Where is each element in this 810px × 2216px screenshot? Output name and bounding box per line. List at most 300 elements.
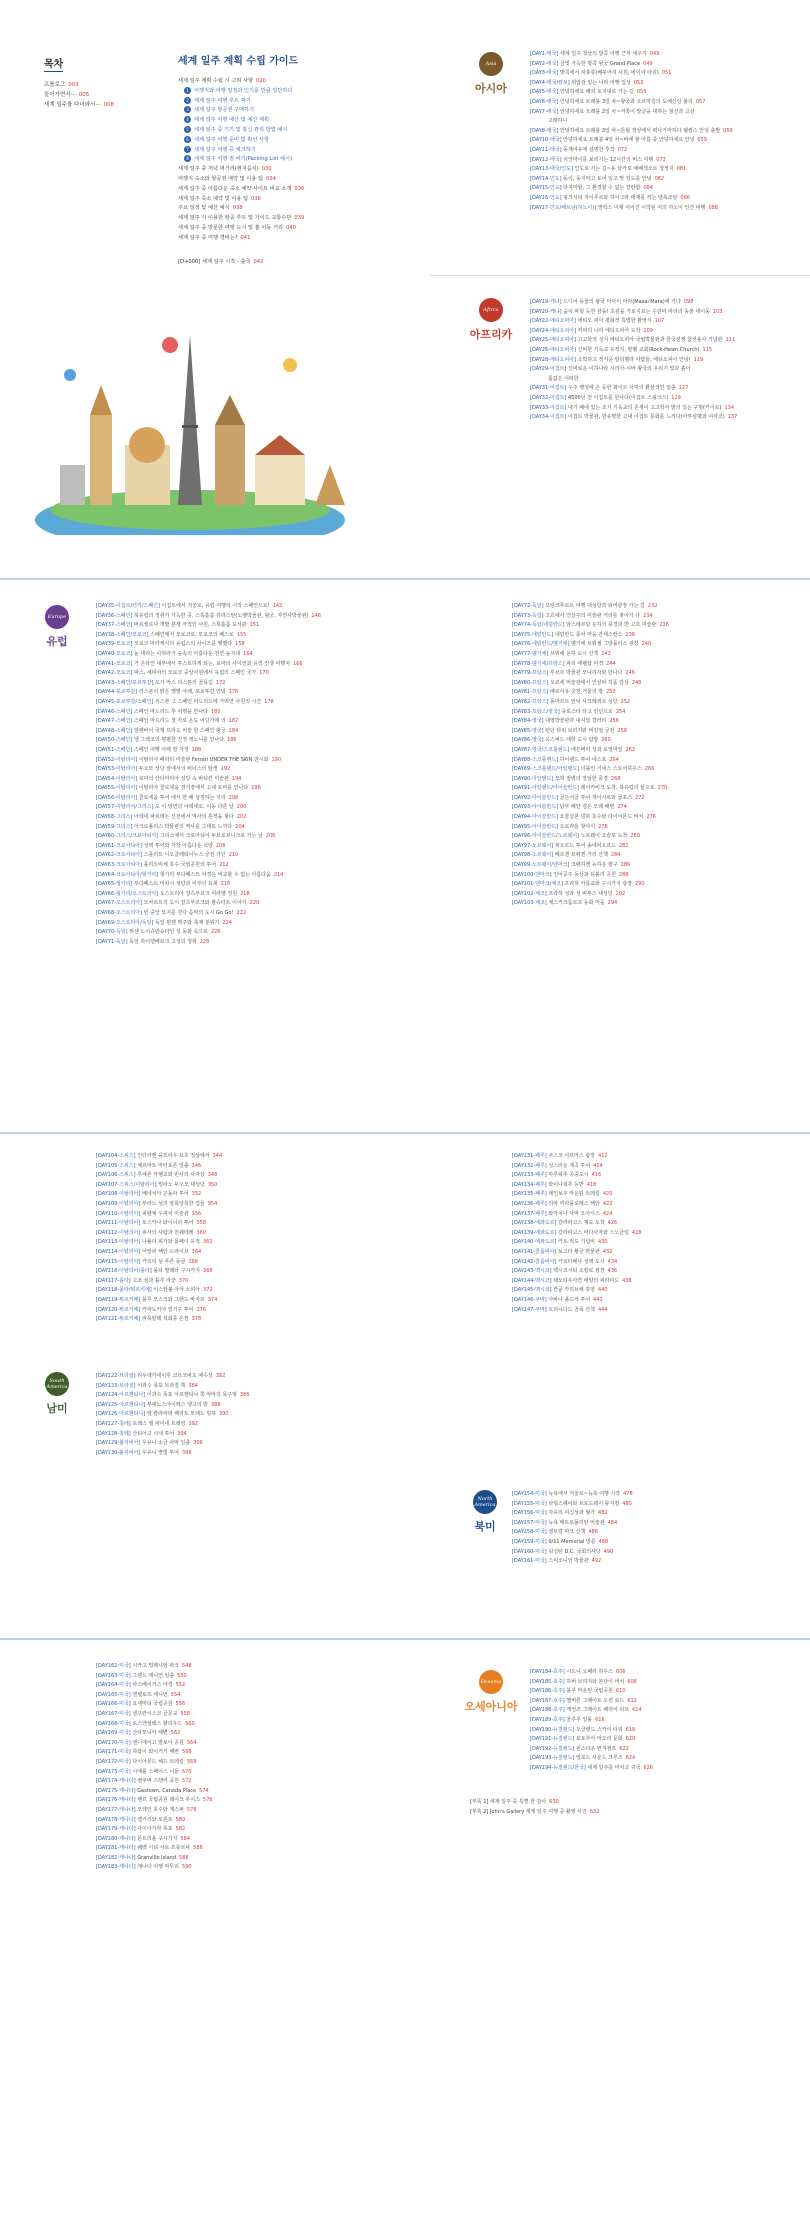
entry-title: 에티오 피아 평화적 특별한 환영식 bbox=[577, 318, 652, 325]
entry-title: 모허 절벽의 장엄한 풍경 bbox=[554, 775, 608, 782]
entry-page: 280 bbox=[630, 833, 640, 840]
entry-day: [DAY111-이탈리아] bbox=[96, 1220, 143, 1227]
toc-entry[interactable] bbox=[96, 669, 406, 679]
toc-entry[interactable] bbox=[96, 1420, 406, 1430]
guide-line[interactable] bbox=[178, 136, 428, 146]
toc-entry[interactable] bbox=[96, 775, 406, 785]
entry-title: 금빛 가득한 방콕 왕궁 Grand Place bbox=[560, 60, 641, 67]
toc-entry[interactable] bbox=[512, 1557, 802, 1567]
guide-line[interactable] bbox=[178, 258, 428, 268]
entry-page: 176 bbox=[228, 689, 239, 696]
toc-entry[interactable] bbox=[530, 327, 800, 337]
toc-entry[interactable] bbox=[530, 69, 800, 79]
guide-line[interactable] bbox=[178, 175, 428, 185]
toc-entry[interactable] bbox=[512, 708, 802, 718]
toc-entry[interactable] bbox=[530, 146, 800, 156]
entry-title: 루브르 박물관 모나리자와 만나다 bbox=[550, 670, 623, 677]
toc-entry[interactable] bbox=[96, 631, 406, 641]
toc-entry[interactable] bbox=[96, 746, 406, 756]
toc-entry[interactable] bbox=[96, 842, 406, 852]
guide-line[interactable] bbox=[178, 185, 428, 195]
toc-entry[interactable] bbox=[96, 919, 406, 929]
entry-page: 548 bbox=[182, 1663, 192, 1669]
toc-entry[interactable] bbox=[512, 650, 802, 660]
entry-day: [DAY172-미국] bbox=[96, 1758, 133, 1765]
toc-entry[interactable] bbox=[512, 1306, 802, 1316]
entry-day: [DAY43-스페인/포르투갈] bbox=[96, 679, 156, 686]
toc-entry[interactable] bbox=[96, 823, 406, 833]
toc-entry[interactable] bbox=[512, 1248, 802, 1258]
entry-day: [DAY95-아이슬란드] bbox=[512, 823, 560, 830]
toc-entry[interactable] bbox=[512, 1171, 802, 1181]
toc-entry[interactable] bbox=[96, 1171, 406, 1181]
toc-entry[interactable] bbox=[96, 1219, 406, 1229]
entry-day: [DAY58-그리스] bbox=[96, 814, 134, 821]
toc-entry[interactable] bbox=[96, 1181, 406, 1191]
toc-entry[interactable] bbox=[96, 650, 406, 660]
toc-entry[interactable] bbox=[512, 1181, 802, 1191]
entry-title: 플리트비체 호수 국립공원의 투어 bbox=[143, 862, 217, 869]
entry-title: [부록 1] 세계 일주 중 특별 한 감사 bbox=[470, 1799, 547, 1805]
entry-day: [DAY3-태국] bbox=[530, 70, 560, 77]
toc-entry[interactable] bbox=[96, 765, 406, 775]
toc-entry[interactable] bbox=[512, 1528, 802, 1538]
toc-entry[interactable] bbox=[512, 890, 802, 900]
toc-entry[interactable] bbox=[530, 1678, 800, 1688]
toc-entry[interactable] bbox=[512, 1519, 802, 1529]
toc-entry[interactable] bbox=[530, 336, 800, 346]
toc-entry[interactable] bbox=[96, 803, 406, 813]
toc-entry[interactable] bbox=[96, 1720, 406, 1730]
toc-entry[interactable] bbox=[512, 640, 802, 650]
toc-entry[interactable] bbox=[96, 1768, 406, 1778]
entry-day: [DAY98-노르웨이] bbox=[512, 852, 555, 859]
entry-day: [DAY132-페루] bbox=[512, 1162, 549, 1169]
toc-entry[interactable] bbox=[96, 1710, 406, 1720]
toc-entry[interactable] bbox=[512, 1277, 802, 1287]
toc-entry[interactable] bbox=[512, 660, 802, 670]
toc-entry[interactable] bbox=[512, 775, 802, 785]
toc-entry[interactable] bbox=[96, 784, 406, 794]
toc-entry[interactable] bbox=[96, 660, 406, 670]
toc-entry[interactable] bbox=[96, 612, 406, 622]
toc-entry[interactable] bbox=[96, 1190, 406, 1200]
toc-entry[interactable] bbox=[530, 60, 800, 70]
toc-entry[interactable] bbox=[96, 871, 406, 881]
guide-line[interactable] bbox=[178, 214, 428, 224]
entry-title: 밴프 국립공원 레이크 루이스 bbox=[137, 1797, 200, 1804]
entry-title: 엘 그레코의 평범한 진정 캐노니를 만나다 bbox=[134, 737, 225, 744]
toc-entry[interactable] bbox=[530, 404, 800, 414]
toc-entry[interactable] bbox=[512, 746, 802, 756]
toc-entry[interactable] bbox=[530, 50, 800, 60]
entry-title: 숨이 막힐 듯한 감동! 초원을 가로지르는 수만마 마리의 동물 대이동 bbox=[563, 308, 710, 315]
toc-entry[interactable] bbox=[96, 1430, 406, 1440]
toc-entry[interactable] bbox=[512, 1548, 802, 1558]
toc-entry[interactable] bbox=[512, 717, 802, 727]
guide-line[interactable] bbox=[178, 106, 428, 116]
toc-entry[interactable] bbox=[96, 1806, 406, 1816]
toc-entry[interactable] bbox=[512, 823, 802, 833]
guide-line-text: 세계 일주 여행 루트 짜기 bbox=[194, 97, 251, 104]
toc-item[interactable] bbox=[44, 80, 164, 90]
entry-page: 088 bbox=[708, 204, 719, 211]
toc-entry[interactable] bbox=[96, 1315, 406, 1325]
entry-page: 226 bbox=[210, 929, 221, 936]
toc-entry[interactable] bbox=[512, 1200, 802, 1210]
toc-entry[interactable] bbox=[512, 832, 802, 842]
toc-entry[interactable] bbox=[96, 1238, 406, 1248]
entry-page: 394 bbox=[177, 1430, 187, 1437]
toc-entry[interactable] bbox=[96, 1758, 406, 1768]
toc-entry[interactable] bbox=[96, 851, 406, 861]
guide-line[interactable] bbox=[178, 116, 428, 126]
toc-entry[interactable] bbox=[96, 861, 406, 871]
toc-entry[interactable] bbox=[530, 98, 800, 108]
entry-title: 우유니 별빛 투어 bbox=[142, 1449, 180, 1456]
entry-day: [DAY183-캐나다] bbox=[96, 1864, 138, 1871]
toc-entry[interactable] bbox=[96, 1662, 406, 1672]
toc-entry[interactable] bbox=[96, 938, 406, 948]
guide-line[interactable] bbox=[178, 224, 428, 234]
toc-entry[interactable] bbox=[512, 727, 802, 737]
toc-entry[interactable] bbox=[512, 794, 802, 804]
toc-entry[interactable] bbox=[512, 765, 802, 775]
guide-line-page: 020 bbox=[256, 78, 266, 84]
toc-entry[interactable] bbox=[96, 736, 406, 746]
toc-entry[interactable] bbox=[96, 1777, 406, 1787]
toc-entry[interactable] bbox=[470, 1808, 800, 1818]
entry-title: 소박하고 정겨운 랄리벨라 사람들, 에티오피아 안녕! bbox=[577, 356, 691, 363]
toc-entry[interactable] bbox=[512, 813, 802, 823]
toc-entry[interactable] bbox=[470, 1798, 800, 1808]
entry-page: 228 bbox=[199, 938, 210, 945]
toc-entry[interactable] bbox=[96, 909, 406, 919]
toc-entry[interactable] bbox=[96, 1210, 406, 1220]
toc-entry[interactable] bbox=[530, 165, 800, 175]
entry-day: [DAY110-이탈리아] bbox=[96, 1210, 143, 1217]
toc-entry[interactable] bbox=[530, 136, 800, 146]
entry-page: 492 bbox=[591, 1558, 602, 1565]
toc-entry[interactable] bbox=[530, 413, 800, 423]
entry-day: [DAY33-이집트] bbox=[530, 404, 568, 411]
entry-title: 토스카나 와이너리 투어 bbox=[142, 1220, 194, 1227]
toc-entry[interactable] bbox=[512, 1267, 802, 1277]
toc-entry[interactable] bbox=[96, 1439, 406, 1449]
entry-title: 멕시코시티 소칼로 광장 bbox=[553, 1268, 605, 1275]
entry-title: 샌프란시스코 금문교 bbox=[132, 1710, 178, 1717]
toc-entry[interactable] bbox=[96, 1816, 406, 1826]
toc-entry[interactable] bbox=[530, 356, 800, 366]
entry-title: 안녕하세요 트래블 3일 차~톤힐 정상에서 떠나가마하다 웰컴스 안녕 출발 bbox=[560, 127, 721, 134]
guide-line[interactable] bbox=[178, 155, 428, 165]
entry-title: 독일 뮌헨 맥주와 축제 분위기 bbox=[155, 919, 220, 926]
toc-entry[interactable] bbox=[512, 612, 802, 622]
toc-entry[interactable] bbox=[96, 1401, 406, 1411]
entry-title: 뉴욕 메트로폴리탄 미술관 bbox=[548, 1519, 605, 1526]
toc-entry[interactable] bbox=[530, 1764, 800, 1774]
toc-entry[interactable] bbox=[96, 899, 406, 909]
entry-title: 이과수 폭포 아르헨티나 쪽 악마의 목구멍 bbox=[146, 1392, 237, 1399]
toc-entry[interactable] bbox=[96, 1787, 406, 1797]
toc-entry[interactable] bbox=[512, 1190, 802, 1200]
toc-entry[interactable] bbox=[512, 688, 802, 698]
toc-entry[interactable] bbox=[96, 1296, 406, 1306]
toc-entry[interactable] bbox=[96, 698, 406, 708]
entry-page: 206 bbox=[265, 833, 276, 840]
asia-label: 아시아 bbox=[475, 82, 507, 95]
toc-entry[interactable] bbox=[512, 1500, 802, 1510]
toc-entry[interactable] bbox=[512, 1162, 802, 1172]
toc-entry[interactable] bbox=[96, 1681, 406, 1691]
toc-entry[interactable] bbox=[530, 365, 800, 375]
toc-entry[interactable] bbox=[530, 1706, 800, 1716]
toc-entry[interactable] bbox=[530, 204, 800, 214]
toc-entry[interactable] bbox=[530, 1687, 800, 1697]
toc-entry[interactable] bbox=[530, 108, 800, 118]
entry-title: 피사의 사탑과 친퀘테레 bbox=[142, 1229, 194, 1236]
toc-entry[interactable] bbox=[96, 1152, 406, 1162]
toc-entry[interactable] bbox=[96, 1286, 406, 1296]
toc-entry[interactable] bbox=[512, 861, 802, 871]
toc-entry[interactable] bbox=[530, 175, 800, 185]
entry-title: 프랑크푸르트 여행 대성당과 뢰머광장 가는 길 bbox=[545, 603, 645, 609]
toc-entry[interactable] bbox=[512, 1490, 802, 1500]
toc-entry[interactable] bbox=[530, 308, 800, 318]
toc-entry[interactable] bbox=[530, 346, 800, 356]
entry-page: 362 bbox=[202, 1239, 213, 1246]
toc-entry[interactable] bbox=[96, 1258, 406, 1268]
entry-title: 인도로 가는 길~동 닥카로 예배객소트 청정지 bbox=[574, 166, 674, 173]
toc-entry[interactable] bbox=[96, 1700, 406, 1710]
guide-line[interactable] bbox=[178, 87, 428, 97]
toc-entry[interactable] bbox=[96, 794, 406, 804]
toc-entry[interactable] bbox=[96, 1229, 406, 1239]
entry-page: 624 bbox=[625, 1755, 636, 1762]
guide-line[interactable] bbox=[178, 77, 428, 87]
guide-line-page: 036 bbox=[294, 185, 305, 192]
toc-entry[interactable] bbox=[512, 1509, 802, 1519]
toc-entry[interactable] bbox=[96, 717, 406, 727]
toc-entry[interactable] bbox=[96, 832, 406, 842]
toc-entry[interactable] bbox=[96, 1391, 406, 1401]
toc-entry[interactable] bbox=[512, 698, 802, 708]
toc-entry[interactable] bbox=[96, 1748, 406, 1758]
toc-entry[interactable] bbox=[512, 1152, 802, 1162]
toc-entry[interactable] bbox=[530, 1668, 800, 1678]
entry-page: 572 bbox=[182, 1778, 192, 1785]
toc-entry[interactable] bbox=[512, 1296, 802, 1306]
entry-page: 242 bbox=[601, 650, 611, 657]
toc-entry[interactable] bbox=[530, 1716, 800, 1726]
entry-title: 오스트리아 잘츠부르크 미라벨 정원 bbox=[159, 890, 238, 897]
toc-entry[interactable] bbox=[530, 156, 800, 166]
toc-entry[interactable] bbox=[530, 394, 800, 404]
toc-entry[interactable] bbox=[96, 1277, 406, 1287]
entry-page: 346 bbox=[191, 1162, 202, 1169]
entry-page: 210 bbox=[228, 852, 239, 859]
entry-day: [DAY176-캐나다] bbox=[96, 1797, 138, 1804]
entry-title: 리스본의 밝은 햇볕 아래, 포르투갈 안녕 bbox=[138, 689, 226, 696]
toc-entry[interactable] bbox=[96, 1382, 406, 1392]
entry-title: 옥스퍼드 대학 도시 탐방 bbox=[545, 737, 599, 744]
toc-entry[interactable] bbox=[512, 880, 802, 890]
entry-title: 그랜드 캐니언 일출 bbox=[132, 1672, 175, 1679]
entry-page: 426 bbox=[607, 1220, 618, 1227]
toc-entry[interactable] bbox=[96, 1796, 406, 1806]
toc-entry[interactable] bbox=[96, 1691, 406, 1701]
toc-entry[interactable] bbox=[96, 1863, 406, 1873]
entry-page: 222 bbox=[236, 910, 247, 916]
toc-entry[interactable] bbox=[512, 871, 802, 881]
toc-entry[interactable] bbox=[96, 602, 406, 612]
entry-page: 416 bbox=[591, 1172, 602, 1179]
entry-title: 모레인 호수와 재스퍼 bbox=[137, 1806, 184, 1813]
entry-page: 254 bbox=[615, 708, 626, 715]
entry-title: 하버 브리지와 본다이 비치 bbox=[566, 1678, 625, 1685]
entry-page: 632 bbox=[589, 1808, 600, 1815]
entry-day: [DAY62-크로아티아] bbox=[96, 852, 144, 859]
toc-entry[interactable] bbox=[96, 1672, 406, 1682]
toc-entry[interactable] bbox=[96, 1162, 406, 1172]
toc-entry[interactable] bbox=[512, 1286, 802, 1296]
toc-entry[interactable] bbox=[96, 813, 406, 823]
toc-entry[interactable] bbox=[96, 727, 406, 737]
entry-title: 시애틀 스페이스 니들 bbox=[132, 1768, 180, 1775]
entry-page: 111 bbox=[725, 337, 735, 344]
toc-entry[interactable] bbox=[96, 1844, 406, 1854]
entry-page: 442 bbox=[593, 1296, 603, 1303]
entry-page: 550 bbox=[177, 1672, 187, 1679]
toc-entry[interactable] bbox=[530, 317, 800, 327]
entry-page: 272 bbox=[635, 794, 645, 801]
entry-page: 566 bbox=[182, 1749, 192, 1756]
toc-entry[interactable] bbox=[530, 184, 800, 194]
toc-entry[interactable] bbox=[96, 1729, 406, 1739]
toc-entry[interactable] bbox=[96, 1449, 406, 1459]
entry-day: [DAY90-아일랜드] bbox=[512, 775, 555, 782]
toc-entry[interactable] bbox=[530, 88, 800, 98]
toc-entry[interactable] bbox=[96, 679, 406, 689]
toc-entry[interactable] bbox=[96, 708, 406, 718]
toc-entry[interactable] bbox=[512, 631, 802, 641]
toc-entry[interactable] bbox=[530, 1697, 800, 1707]
entry-title: 스페인에서 모로코로, 모로코의 페스로 bbox=[150, 631, 234, 638]
entry-title: 앤텔로프 캐니언 bbox=[132, 1691, 168, 1698]
guide-line[interactable] bbox=[178, 165, 428, 175]
entry-page: 224 bbox=[222, 919, 232, 926]
asia-badge-icon: Asia bbox=[479, 52, 503, 76]
toc-entry[interactable] bbox=[512, 1538, 802, 1548]
toc-entry[interactable] bbox=[96, 688, 406, 698]
entry-day: [DAY159-미국] bbox=[512, 1538, 549, 1545]
entry-title: 브뤼헤 운하 도시 산책 bbox=[550, 650, 599, 657]
toc-entry[interactable] bbox=[96, 880, 406, 890]
entry-day: [DAY123-브라질] bbox=[96, 1382, 138, 1389]
entry-title: 자유의 여신상과 월가 bbox=[548, 1510, 596, 1517]
entry-day: [DAY175-캐나다] bbox=[96, 1787, 138, 1794]
entry-page: 382 bbox=[215, 1373, 226, 1379]
toc-entry[interactable] bbox=[96, 1267, 406, 1277]
toc-entry[interactable] bbox=[512, 669, 802, 679]
toc-entry[interactable] bbox=[512, 736, 802, 746]
guide-line[interactable] bbox=[178, 234, 428, 244]
toc-entry[interactable] bbox=[512, 1238, 802, 1248]
toc-entry[interactable] bbox=[96, 1372, 406, 1382]
toc-item[interactable] bbox=[44, 90, 164, 100]
entry-page: 214 bbox=[273, 871, 284, 878]
toc-entry[interactable] bbox=[512, 1229, 802, 1239]
toc-entry[interactable] bbox=[512, 1219, 802, 1229]
guide-line-page: 034 bbox=[266, 175, 276, 182]
toc-entry[interactable] bbox=[96, 1854, 406, 1864]
entry-page: 146 bbox=[311, 612, 321, 619]
guide-line-text: 세계 일주 중 저녁 먹거리(현지음식) bbox=[178, 166, 259, 173]
toc-entry[interactable] bbox=[512, 602, 802, 612]
toc-entry[interactable] bbox=[530, 1735, 800, 1745]
guide-line[interactable] bbox=[178, 126, 428, 136]
toc-entry[interactable] bbox=[96, 1739, 406, 1749]
toc-entry[interactable] bbox=[530, 1754, 800, 1764]
toc-entry[interactable] bbox=[530, 79, 800, 89]
toc-entry[interactable] bbox=[96, 928, 406, 938]
toc-entry[interactable] bbox=[512, 1258, 802, 1268]
toc-entry[interactable] bbox=[512, 784, 802, 794]
entry-title: 루체른 카펠교와 빈사의 사자상 bbox=[137, 1172, 205, 1179]
toc-entry[interactable] bbox=[512, 1210, 802, 1220]
toc-entry[interactable] bbox=[96, 1306, 406, 1316]
toc-entry[interactable] bbox=[530, 298, 800, 308]
toc-entry[interactable] bbox=[530, 194, 800, 204]
toc-entry[interactable] bbox=[96, 890, 406, 900]
toc-entry[interactable] bbox=[530, 1726, 800, 1736]
entry-page: 440 bbox=[598, 1287, 608, 1294]
toc-entry[interactable] bbox=[530, 127, 800, 137]
guide-line[interactable] bbox=[178, 195, 428, 205]
entry-title: 두오모 성당 앞에서의 비너스의 탄생 bbox=[138, 766, 218, 773]
toc-entry[interactable] bbox=[512, 899, 802, 909]
guide-line[interactable] bbox=[178, 204, 428, 214]
guide-line[interactable] bbox=[178, 146, 428, 156]
entry-page: 396 bbox=[193, 1440, 203, 1447]
toc-entry[interactable] bbox=[512, 621, 802, 631]
toc-entry[interactable] bbox=[96, 1825, 406, 1835]
toc-entry[interactable] bbox=[512, 756, 802, 766]
toc-entry[interactable] bbox=[96, 621, 406, 631]
toc-entry[interactable] bbox=[96, 1248, 406, 1258]
toc-entry[interactable] bbox=[96, 1835, 406, 1845]
toc-entry[interactable] bbox=[530, 384, 800, 394]
toc-entry[interactable] bbox=[96, 1200, 406, 1210]
toc-entry[interactable] bbox=[512, 842, 802, 852]
entry-title: 모차르트의 도시 잘츠부르크와 할슈타트 이야기 bbox=[143, 900, 247, 907]
toc-entry[interactable] bbox=[512, 851, 802, 861]
toc-entry[interactable] bbox=[96, 1410, 406, 1420]
toc-entry[interactable] bbox=[512, 679, 802, 689]
toc-entry[interactable] bbox=[530, 1745, 800, 1755]
toc-item[interactable] bbox=[44, 100, 164, 110]
toc-entry[interactable] bbox=[96, 756, 406, 766]
africa-list bbox=[530, 298, 800, 423]
entry-title: 부다페스트 마차시 성당과 어부의 요새 bbox=[134, 881, 218, 888]
guide-line[interactable] bbox=[178, 97, 428, 107]
entry-day: [DAY182-캐나다] bbox=[96, 1854, 138, 1861]
entry-page: 248 bbox=[631, 679, 642, 686]
toc-entry[interactable] bbox=[512, 803, 802, 813]
entry-title: 토레스 델 파이네 트레킹 bbox=[132, 1420, 186, 1427]
toc-entry[interactable] bbox=[96, 640, 406, 650]
entry-title: 마추픽추 공중도시 bbox=[548, 1172, 589, 1179]
